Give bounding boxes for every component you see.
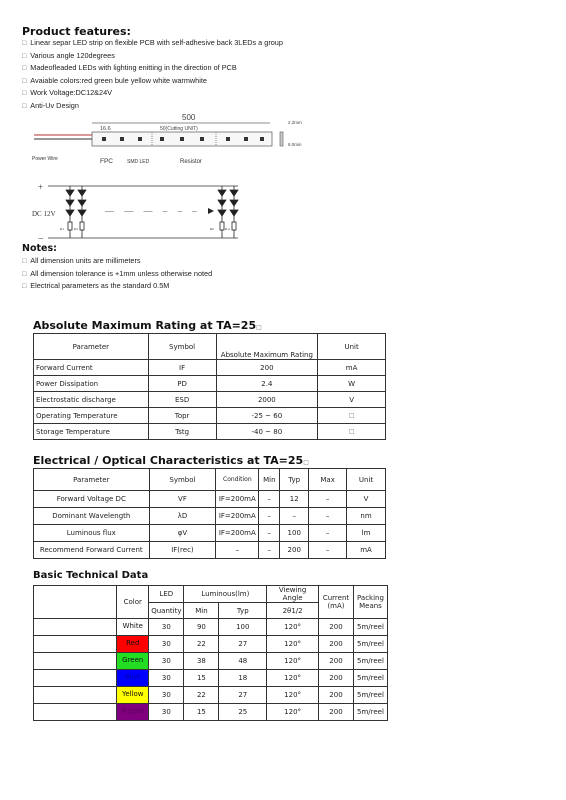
feature-item: □ Various angle 120degrees <box>22 50 283 63</box>
cell-packing: 5m/reel <box>353 653 387 670</box>
cell-current: 200 <box>319 653 354 670</box>
cell-packing: 5m/reel <box>353 636 387 653</box>
note-item: □ Electrical parameters as the standard 0.5M <box>22 280 212 293</box>
cell: □ <box>318 424 386 440</box>
cell: Forward Voltage DC <box>34 491 150 508</box>
blank-cell <box>34 586 117 619</box>
basic-data-table <box>33 585 388 721</box>
cell: – <box>280 508 309 525</box>
header-current-unit: (mA) <box>327 602 345 610</box>
header-current-label: Current <box>322 594 350 602</box>
basic-data-title: Basic Technical Data <box>33 570 149 581</box>
table-row <box>34 392 386 408</box>
cell: PD <box>148 376 216 392</box>
cell: IF=200mA <box>216 525 259 542</box>
blank-cell <box>34 636 117 653</box>
cell-packing: 5m/reel <box>353 704 387 721</box>
table-row <box>34 542 386 559</box>
product-features-list <box>22 37 283 113</box>
header-parameter: Parameter <box>34 334 149 360</box>
cell-typ: 18 <box>219 670 267 687</box>
cell-typ: 25 <box>219 704 267 721</box>
negative-terminal-label: − <box>38 234 44 245</box>
cell: Power Dissipation <box>34 376 149 392</box>
header-typ: Typ <box>280 469 309 491</box>
strip-pitch-label: 16.6 <box>100 126 111 132</box>
color-swatch-cell <box>117 619 149 636</box>
cell-qty: 30 <box>149 653 184 670</box>
cell-current: 200 <box>319 636 354 653</box>
svg-text:— — — – – –: — — — – – – <box>105 206 201 216</box>
cell: 2.4 <box>216 376 318 392</box>
note-item: □ All dimension units are millimeters <box>22 255 212 268</box>
cell: 2000 <box>216 392 318 408</box>
resistor-rn2-label: R.n <box>225 227 230 231</box>
cell: VF <box>149 491 216 508</box>
cell: – <box>259 525 280 542</box>
cell: W <box>318 376 386 392</box>
cell-current: 200 <box>319 687 354 704</box>
cell: IF(rec) <box>149 542 216 559</box>
cutting-unit-label: 50(Cutting UNIT) <box>160 126 198 132</box>
cell: – <box>309 508 347 525</box>
cell: – <box>216 542 259 559</box>
cell-angle: 120° <box>267 670 319 687</box>
feature-item: □ Madeofleaded LEDs with lighting enitting in the direction of PCB <box>22 62 283 75</box>
cell-packing: 5m/reel <box>353 670 387 687</box>
cell-angle: 120° <box>267 636 319 653</box>
basic-data-rows <box>34 619 388 721</box>
cell-typ: 27 <box>219 687 267 704</box>
resistor-r2-label: R2 <box>74 227 79 231</box>
unknown-glyph: □ <box>256 324 262 331</box>
cell-min: 22 <box>184 687 219 704</box>
table-row <box>34 704 388 721</box>
strip-profile <box>280 132 283 146</box>
color-swatch-cell <box>117 653 149 670</box>
absolute-max-title-text: Absolute Maximum Rating at TA=25 <box>33 319 257 332</box>
header-current <box>319 586 354 619</box>
blank-cell <box>34 704 117 721</box>
cell-qty: 30 <box>149 687 184 704</box>
cell: lm <box>347 525 386 542</box>
header-condition: Condition <box>216 469 259 491</box>
cell: – <box>309 542 347 559</box>
header-symbol: Symbol <box>149 469 216 491</box>
table-row <box>34 687 388 704</box>
cell: Operating Temperature <box>34 408 149 424</box>
resistor-rn-label: Rn <box>210 227 215 231</box>
cell-min: 22 <box>184 636 219 653</box>
cell: 200 <box>280 542 309 559</box>
cell: Luminous flux <box>34 525 150 542</box>
header-typ: Typ <box>219 603 267 619</box>
table-row <box>34 424 386 440</box>
notes-list <box>22 255 212 293</box>
header-min: Min <box>184 603 219 619</box>
header-viewing-angle: Viewing Angle <box>267 586 319 603</box>
color-swatch-cell <box>117 636 149 653</box>
feature-item: □ Work Voltage:DC12&24V <box>22 87 283 100</box>
cell: mA <box>318 360 386 376</box>
cell: Topr <box>148 408 216 424</box>
color-swatch-cell <box>117 687 149 704</box>
header-unit: Unit <box>347 469 386 491</box>
cell-min: 90 <box>184 619 219 636</box>
color-swatch: Yellow <box>117 687 148 703</box>
header-symbol: Symbol <box>148 334 216 360</box>
header-viewing-sub: 2θ1/2 <box>267 603 319 619</box>
header-max: Max <box>309 469 347 491</box>
cell: – <box>259 508 280 525</box>
header-color: Color <box>117 586 149 619</box>
cell: Electrostatic discharge <box>34 392 149 408</box>
blank-cell <box>34 687 117 704</box>
table-row <box>34 376 386 392</box>
cell: φV <box>149 525 216 542</box>
header-packing-sub: Means <box>359 602 382 610</box>
cell: ESD <box>148 392 216 408</box>
electrical-table <box>33 468 386 559</box>
table-row <box>34 670 388 687</box>
feature-item: □ Linear separ LED strip on flexible PCB with self-adhesive back 3LEDs a group <box>22 37 283 50</box>
circuit-diagram <box>30 176 250 248</box>
strip-length-label: 500 <box>182 113 196 122</box>
cell-current: 200 <box>319 704 354 721</box>
cell: -40 ~ 80 <box>216 424 318 440</box>
color-swatch-cell <box>117 704 149 721</box>
cell: λD <box>149 508 216 525</box>
cell-qty: 30 <box>149 619 184 636</box>
blank-cell <box>34 619 117 636</box>
dc-voltage-label: DC 12V <box>32 210 56 218</box>
table-row <box>34 360 386 376</box>
cell-packing: 5m/reel <box>353 619 387 636</box>
notes-heading: Notes: <box>22 243 57 254</box>
table-row <box>34 636 388 653</box>
table-header-row <box>34 469 386 491</box>
power-wire-label: Power Wire <box>32 156 58 162</box>
cell: Recommend Forward Current <box>34 542 150 559</box>
table-header-row <box>34 334 386 360</box>
header-luminous: Luminous(lm) <box>184 586 267 603</box>
table-row <box>34 508 386 525</box>
electrical-title-text: Electrical / Optical Characteristics at TA=25 <box>33 454 304 467</box>
cell: mA <box>347 542 386 559</box>
feature-item: □ Anti-Uv Design <box>22 100 283 113</box>
cell: – <box>259 542 280 559</box>
table-row <box>34 408 386 424</box>
cell: □ <box>318 408 386 424</box>
cell-angle: 120° <box>267 619 319 636</box>
note-item: □ All dimension tolerance is +1mm unless otherwise noted <box>22 268 212 281</box>
cell: IF=200mA <box>216 508 259 525</box>
cell-min: 15 <box>184 670 219 687</box>
header-rating: Absolute Maximum Rating <box>216 334 318 360</box>
cell: Dominant Wavelength <box>34 508 150 525</box>
led-strip-diagram <box>30 108 320 170</box>
cell: IF=200mA <box>216 491 259 508</box>
absolute-max-table <box>33 333 386 440</box>
cell-typ: 27 <box>219 636 267 653</box>
header-packing-label: Packing <box>357 594 384 602</box>
cell: V <box>318 392 386 408</box>
resistor-label: Resistor <box>180 159 203 165</box>
header-packing <box>353 586 387 619</box>
cell: 100 <box>280 525 309 542</box>
cell-typ: 100 <box>219 619 267 636</box>
color-swatch: Green <box>117 653 148 669</box>
positive-terminal-label: + <box>38 182 44 192</box>
table-header-row <box>34 586 388 603</box>
cell: 12 <box>280 491 309 508</box>
cell-qty: 30 <box>149 670 184 687</box>
table-row <box>34 491 386 508</box>
product-features-heading: Product features: <box>22 25 131 38</box>
header-min: Min <box>259 469 280 491</box>
cell-min: 38 <box>184 653 219 670</box>
smd-led-label: SMD LED <box>127 159 150 165</box>
color-swatch: Purple <box>117 704 148 720</box>
strip-width-label: 2.2mm <box>288 120 302 125</box>
cell-angle: 120° <box>267 687 319 704</box>
cell-angle: 120° <box>267 704 319 721</box>
cell-qty: 30 <box>149 636 184 653</box>
strip-thickness-label: 8.0min <box>288 142 302 147</box>
cell: nm <box>347 508 386 525</box>
unknown-glyph: □ <box>303 459 309 466</box>
table-row <box>34 653 388 670</box>
fpc-label: FPC <box>100 158 113 165</box>
cell: Forward Current <box>34 360 149 376</box>
cell-current: 200 <box>319 670 354 687</box>
cell: V <box>347 491 386 508</box>
header-parameter: Parameter <box>34 469 150 491</box>
cell: IF <box>148 360 216 376</box>
cell: Tstg <box>148 424 216 440</box>
color-swatch: White <box>117 619 148 635</box>
header-led: LED <box>149 586 184 603</box>
feature-item: □ Avaiable colors:red green bule yellow white warmwhite <box>22 75 283 88</box>
table-row <box>34 525 386 542</box>
cell-qty: 30 <box>149 704 184 721</box>
absolute-max-title <box>33 319 262 332</box>
cell-min: 15 <box>184 704 219 721</box>
cell: 200 <box>216 360 318 376</box>
header-unit: Unit <box>318 334 386 360</box>
color-swatch: Red <box>117 636 148 652</box>
cell-typ: 48 <box>219 653 267 670</box>
cell: -25 ~ 60 <box>216 408 318 424</box>
cell-packing: 5m/reel <box>353 687 387 704</box>
cell: – <box>309 491 347 508</box>
header-quantity: Quantity <box>149 603 184 619</box>
cell: – <box>259 491 280 508</box>
cell-angle: 120° <box>267 653 319 670</box>
blank-cell <box>34 653 117 670</box>
resistor-r1-label: R1 <box>60 227 65 231</box>
electrical-title <box>33 454 309 467</box>
cell-current: 200 <box>319 619 354 636</box>
cell: – <box>309 525 347 542</box>
color-swatch-cell <box>117 670 149 687</box>
blank-cell <box>34 670 117 687</box>
table-row <box>34 619 388 636</box>
color-swatch: Blue <box>117 670 148 686</box>
cell: Storage Temperature <box>34 424 149 440</box>
